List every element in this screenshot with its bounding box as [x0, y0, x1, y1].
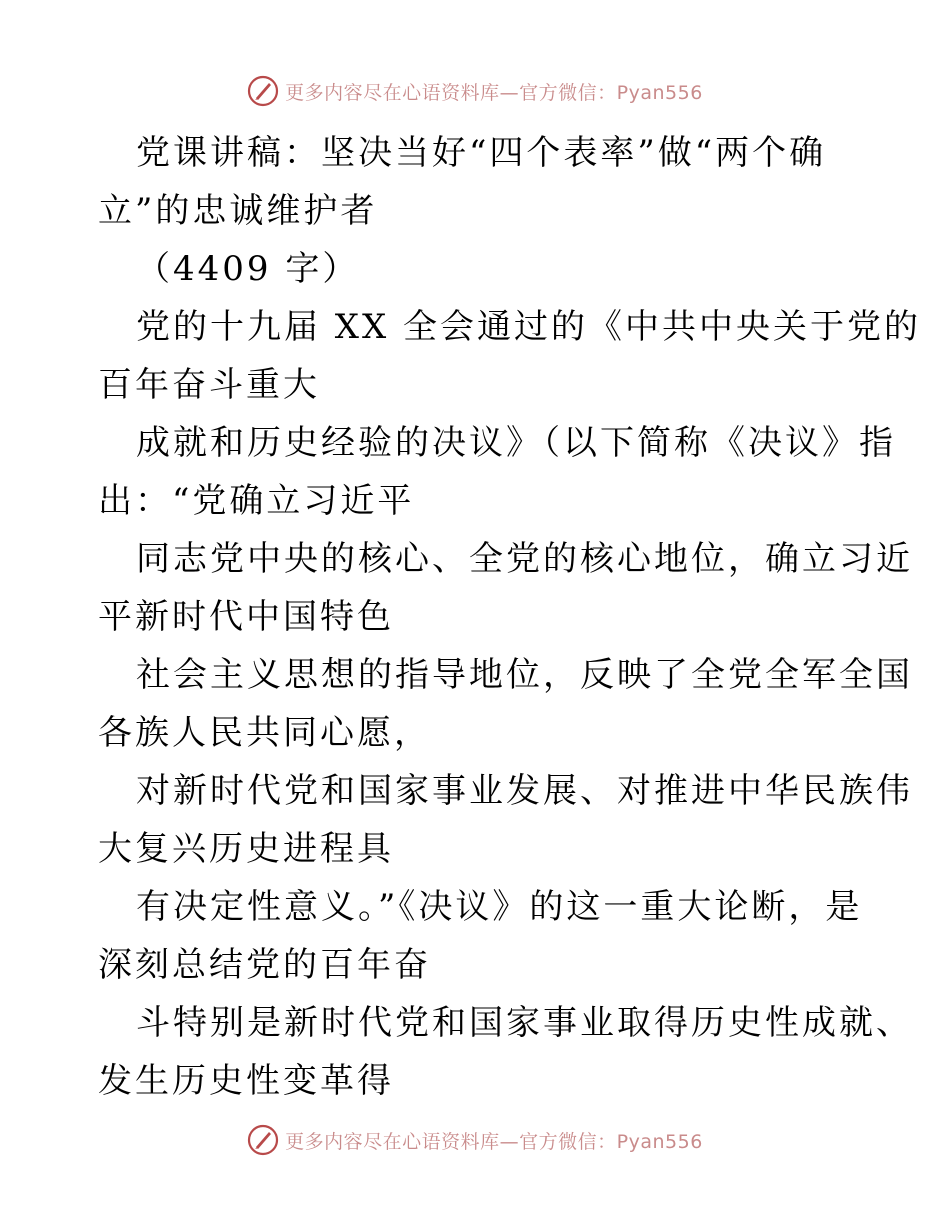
footer-banner	[0, 1120, 950, 1160]
document-body	[98, 124, 922, 1110]
quill-pen-logo-icon	[247, 1124, 279, 1156]
paragraph-line: 深刻总结党的百年奋	[98, 945, 431, 985]
paragraph-line: 党的十九届 XX 全会通过的《中共中央关于党的	[136, 307, 922, 347]
paragraph-line: 百年奋斗重大	[98, 365, 320, 405]
paragraph-line: 大复兴历史进程具	[98, 829, 394, 869]
quill-pen-logo-icon	[247, 75, 279, 107]
paragraph-line: 对新时代党和国家事业发展、对推进中华民族伟	[136, 771, 913, 811]
banner-text: 更多内容尽在心语资料库—官方微信：Pyan556	[285, 81, 703, 104]
banner-text: 更多内容尽在心语资料库—官方微信：Pyan556	[285, 1130, 703, 1153]
paragraph-line: 发生历史性变革得	[98, 1061, 394, 1101]
paragraph-line: 各族人民共同心愿，	[98, 713, 431, 753]
paragraph-line: 同志党中央的核心、全党的核心地位，确立习近	[136, 539, 913, 579]
paragraph-line: 出：“党确立习近平	[98, 481, 415, 521]
header-banner	[0, 71, 950, 111]
paragraph-line: 有决定性意义。”《决议》的这一重大论断，是	[136, 887, 863, 927]
document-title-line-1: 党课讲稿：坚决当好“四个表率”做“两个确	[136, 133, 827, 173]
paragraph-line: 社会主义思想的指导地位，反映了全党全军全国	[136, 655, 913, 695]
word-count: （4409 字）	[136, 249, 360, 289]
paragraph-line: 成就和历史经验的决议》（以下简称《决议》指	[136, 423, 896, 463]
paragraph-line: 斗特别是新时代党和国家事业取得历史性成就、	[136, 1003, 913, 1043]
paragraph-line: 平新时代中国特色	[98, 597, 394, 637]
document-title-line-2: 立”的忠诚维护者	[98, 191, 378, 231]
